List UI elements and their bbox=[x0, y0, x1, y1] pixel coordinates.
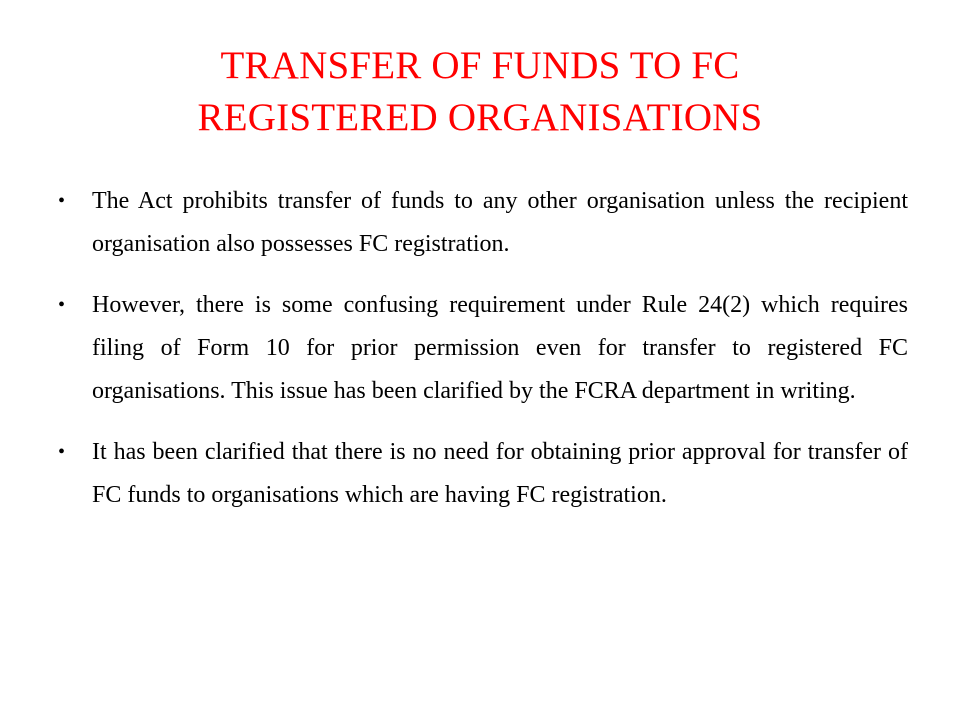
slide-title bbox=[80, 40, 880, 144]
bullet-item-2 bbox=[58, 284, 908, 413]
bullet-marker-icon: • bbox=[58, 190, 66, 212]
bullet-text-2: However, there is some confusing requirement under Rule 24(2) which requires filing of Form 10 for prior permission even for transfer to registered FC organisations. This issue has been clarified by the FCRA department in writing. bbox=[92, 292, 908, 404]
bullet-marker-icon: • bbox=[58, 441, 66, 463]
slide-title-line-2: REGISTERED ORGANISATIONS bbox=[197, 96, 763, 139]
bullet-item-3 bbox=[58, 431, 908, 517]
bullet-text-1: The Act prohibits transfer of funds to any other organisation unless the recipient organisation also possesses FC registration. bbox=[92, 188, 908, 257]
bullet-marker-icon: • bbox=[58, 294, 66, 316]
slide-title-line-1: TRANSFER OF FUNDS TO FC bbox=[220, 44, 740, 87]
bullet-text-3: It has been clarified that there is no need for obtaining prior approval for transfer of FC funds to organisations which are having FC registration. bbox=[92, 439, 908, 508]
bullet-list bbox=[58, 180, 908, 535]
bullet-item-1 bbox=[58, 180, 908, 266]
